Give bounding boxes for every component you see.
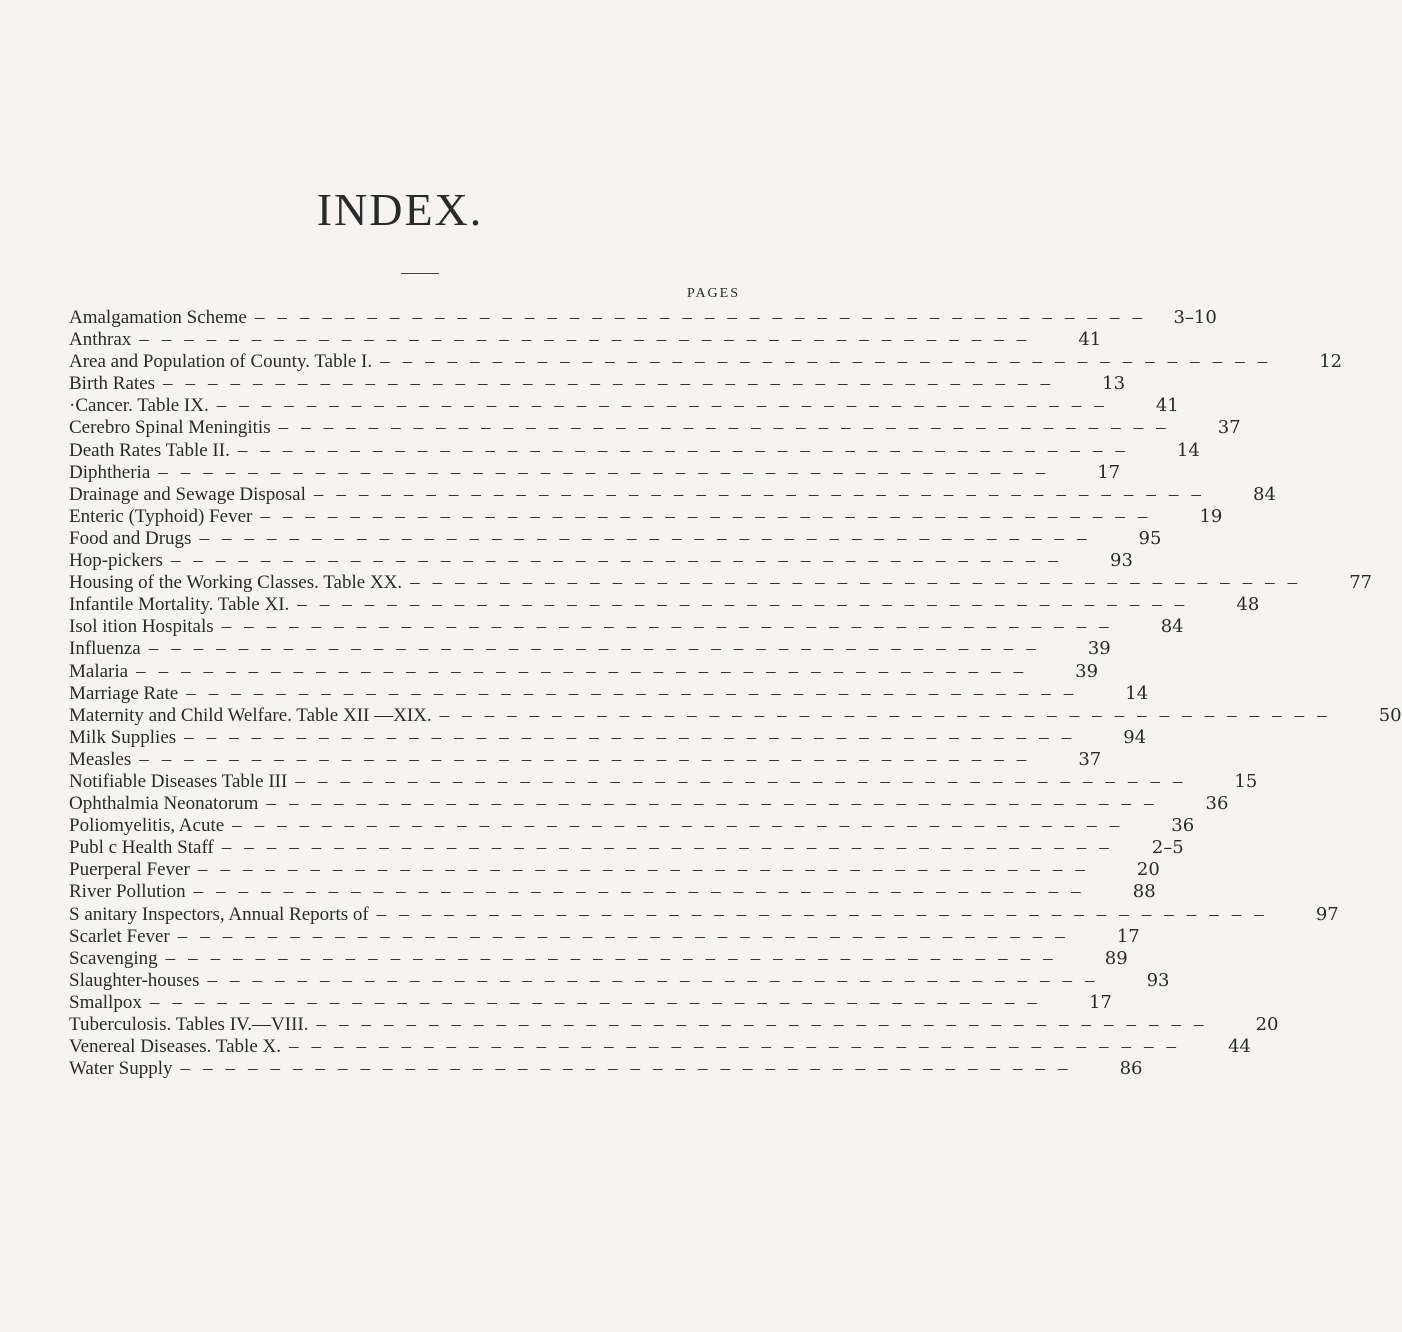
entry-page-number: 37 [1078, 748, 1102, 770]
entry-label: Slaughter-houses [69, 969, 200, 991]
entry-page-number: 17 [1088, 991, 1112, 1013]
entry-page-number: 84 [1160, 616, 1184, 638]
index-entry [69, 704, 1402, 727]
entry-page-number: 13 [1102, 373, 1126, 395]
leader-dashes: –––––––––––––––––––––––––––––––––––––––– [295, 770, 1196, 792]
index-entry [69, 969, 1170, 992]
leader-dashes: –––––––––––––––––––––––––––––––––––––––– [221, 837, 1122, 859]
entry-page-number: 88 [1132, 881, 1156, 903]
index-entry [69, 837, 1184, 859]
index-entry [69, 417, 1241, 439]
leader-dashes: –––––––––––––––––––––––––––––––––––––––– [180, 1058, 1081, 1080]
entry-page-number: 50 [1378, 704, 1402, 726]
title-rule [401, 273, 439, 274]
leader-dashes: –––––––––––––––––––––––––––––––––––––––– [163, 373, 1064, 395]
index-entry [69, 726, 1147, 749]
index-entry [69, 505, 1223, 528]
entry-page-number: 36 [1205, 793, 1229, 815]
entry-page-number: 86 [1119, 1058, 1143, 1080]
index-entry [69, 572, 1373, 594]
leader-dashes: –––––––––––––––––––––––––––––––––––––––– [139, 748, 1040, 770]
entry-label: Measles [69, 748, 132, 770]
entry-label: Drainage and Sewage Disposal [69, 483, 306, 505]
entry-page-number: 14 [1125, 682, 1149, 704]
leader-dashes: –––––––––––––––––––––––––––––––––––––––– [313, 483, 1214, 505]
index-entry [69, 351, 1343, 373]
index-entry [69, 660, 1099, 683]
leader-dashes: –––––––––––––––––––––––––––––––––––––––– [199, 527, 1100, 549]
index-entry [69, 991, 1112, 1014]
leader-dashes: –––––––––––––––––––––––––––––––––––––––– [297, 594, 1198, 616]
index-entry [69, 1014, 1279, 1036]
index-entry [69, 881, 1156, 903]
entry-page-number: 95 [1138, 527, 1162, 549]
entry-label: Food and Drugs [69, 527, 192, 549]
entry-label: ·Cancer. Table IX. [69, 395, 209, 417]
entry-page-number: 41 [1078, 329, 1102, 351]
entry-page-number: 3–10 [1173, 307, 1217, 328]
leader-dashes: –––––––––––––––––––––––––––––––––––––––– [221, 616, 1122, 638]
leader-dashes: –––––––––––––––––––––––––––––––––––––––– [232, 815, 1133, 837]
entry-label: Maternity and Child Welfare. Table XII —XIX. [69, 704, 432, 726]
entry-label: Puerperal Fever [69, 859, 190, 881]
entry-label: Cerebro Spinal Meningitis [69, 417, 271, 439]
entry-page-number: 77 [1349, 572, 1373, 594]
entry-label: Marriage Rate [69, 682, 179, 704]
index-entry [69, 748, 1102, 771]
entry-label: Tuberculosis. Tables IV.—VIII. [69, 1014, 309, 1035]
index-entry [69, 307, 1217, 329]
leader-dashes: –––––––––––––––––––––––––––––––––––––––– [170, 550, 1071, 572]
entry-page-number: 17 [1116, 925, 1140, 947]
index-entry [69, 329, 1102, 351]
entry-label: Scarlet Fever [69, 925, 170, 947]
entry-page-number: 17 [1097, 461, 1121, 483]
index-entries [69, 307, 1402, 1080]
index-entry [69, 947, 1128, 970]
entry-label: Notifiable Diseases Table III [69, 770, 288, 792]
index-entry [69, 903, 1339, 926]
index-entry [69, 770, 1258, 793]
entry-page-number: 2–5 [1151, 837, 1184, 859]
entry-page-number: 20 [1255, 1014, 1279, 1035]
index-entry [69, 461, 1121, 484]
leader-dashes: –––––––––––––––––––––––––––––––––––––––– [380, 351, 1281, 373]
entry-page-number: 37 [1217, 417, 1241, 439]
index-entry [69, 439, 1200, 462]
leader-dashes: –––––––––––––––––––––––––––––––––––––––– [148, 638, 1049, 660]
entry-label: Water Supply [69, 1058, 173, 1080]
page-title: INDEX. [316, 184, 484, 235]
entry-page-number: 12 [1319, 351, 1343, 373]
leader-dashes: –––––––––––––––––––––––––––––––––––––––– [177, 925, 1078, 947]
leader-dashes: –––––––––––––––––––––––––––––––––––––––– [289, 1036, 1189, 1058]
leader-dashes: –––––––––––––––––––––––––––––––––––––––– [158, 461, 1059, 483]
leader-dashes: –––––––––––––––––––––––––––––––––––––––– [410, 572, 1311, 594]
entry-page-number: 19 [1199, 505, 1223, 527]
leader-dashes: –––––––––––––––––––––––––––––––––––––––– [207, 969, 1108, 991]
leader-dashes: –––––––––––––––––––––––––––––––––––––––– [136, 660, 1037, 682]
leader-dashes: –––––––––––––––––––––––––––––––––––––––– [254, 307, 1155, 328]
entry-label: Amalgamation Scheme [69, 307, 247, 328]
leader-dashes: –––––––––––––––––––––––––––––––––––––––– [316, 1014, 1217, 1035]
index-entry [69, 1058, 1143, 1080]
index-entry [69, 925, 1140, 948]
entry-label: S anitary Inspectors, Annual Reports of [69, 903, 369, 925]
index-entry [69, 859, 1160, 881]
index-entry [69, 527, 1162, 550]
leader-dashes: –––––––––––––––––––––––––––––––––––––––– [165, 947, 1066, 969]
entry-page-number: 94 [1123, 726, 1147, 748]
leader-dashes: –––––––––––––––––––––––––––––––––––––––– [216, 395, 1117, 417]
leader-dashes: –––––––––––––––––––––––––––––––––––––––– [439, 704, 1340, 726]
entry-label: Diphtheria [69, 461, 151, 483]
entry-label: Infantile Mortality. Table XI. [69, 594, 290, 616]
entry-page-number: 41 [1155, 395, 1179, 417]
entry-page-number: 84 [1253, 483, 1276, 505]
entry-page-number: 93 [1110, 550, 1133, 572]
index-entry [69, 550, 1133, 572]
entry-label: Smallpox [69, 991, 142, 1013]
entry-label: Publ c Health Staff [69, 837, 214, 859]
leader-dashes: –––––––––––––––––––––––––––––––––––––––– [186, 682, 1087, 704]
entry-label: Influenza [69, 638, 141, 660]
leader-dashes: –––––––––––––––––––––––––––––––––––––––– [237, 439, 1138, 461]
leader-dashes: –––––––––––––––––––––––––––––––––––––––– [149, 991, 1050, 1013]
entry-page-number: 36 [1171, 815, 1195, 837]
entry-label: Hop-pickers [69, 550, 163, 572]
entry-page-number: 89 [1104, 947, 1128, 969]
index-entry [69, 793, 1229, 815]
entry-page-number: 20 [1136, 859, 1160, 881]
index-entry [69, 373, 1126, 395]
index-entry [69, 616, 1184, 638]
pages-column-header: PAGES [686, 286, 740, 301]
leader-dashes: –––––––––––––––––––––––––––––––––––––––– [278, 417, 1179, 439]
entry-label: Birth Rates [69, 373, 156, 395]
leader-dashes: –––––––––––––––––––––––––––––––––––––––– [139, 329, 1040, 351]
entry-label: Milk Supplies [69, 726, 177, 748]
index-entry [69, 815, 1195, 837]
entry-label: Anthrax [69, 329, 132, 351]
index-entry [69, 395, 1179, 417]
entry-label: Area and Population of County. Table I. [69, 351, 373, 373]
entry-page-number: 97 [1315, 903, 1339, 925]
index-entry [69, 682, 1149, 705]
entry-label: Scavenging [69, 947, 158, 969]
entry-page-number: 39 [1087, 638, 1111, 660]
entry-label: Housing of the Working Classes. Table XX. [69, 572, 403, 594]
index-entry [69, 594, 1260, 616]
entry-page-number: 14 [1176, 439, 1200, 461]
entry-label: Isol ition Hospitals [69, 616, 214, 638]
leader-dashes: –––––––––––––––––––––––––––––––––––––––– [376, 903, 1277, 925]
leader-dashes: –––––––––––––––––––––––––––––––––––––––– [184, 726, 1085, 748]
entry-label: Malaria [69, 660, 129, 682]
entry-page-number: 48 [1236, 594, 1260, 616]
entry-page-number: 44 [1228, 1036, 1251, 1058]
leader-dashes: –––––––––––––––––––––––––––––––––––––––– [266, 793, 1167, 815]
entry-label: Enteric (Typhoid) Fever [69, 505, 253, 527]
entry-label: Venereal Diseases. Table X. [69, 1036, 281, 1058]
entry-label: River Pollution [69, 881, 186, 903]
entry-label: Poliomyelitis, Acute [69, 815, 225, 837]
entry-page-number: 15 [1234, 770, 1258, 792]
entry-page-number: 93 [1146, 969, 1170, 991]
leader-dashes: –––––––––––––––––––––––––––––––––––––––– [260, 505, 1161, 527]
index-entry [69, 638, 1111, 660]
entry-label: Ophthalmia Neonatorum [69, 793, 259, 815]
index-entry [69, 483, 1276, 506]
entry-page-number: 39 [1075, 660, 1099, 682]
index-entry [69, 1036, 1251, 1058]
leader-dashes: –––––––––––––––––––––––––––––––––––––––– [193, 881, 1094, 903]
leader-dashes: –––––––––––––––––––––––––––––––––––––––– [197, 859, 1098, 881]
entry-label: Death Rates Table II. [69, 439, 230, 461]
